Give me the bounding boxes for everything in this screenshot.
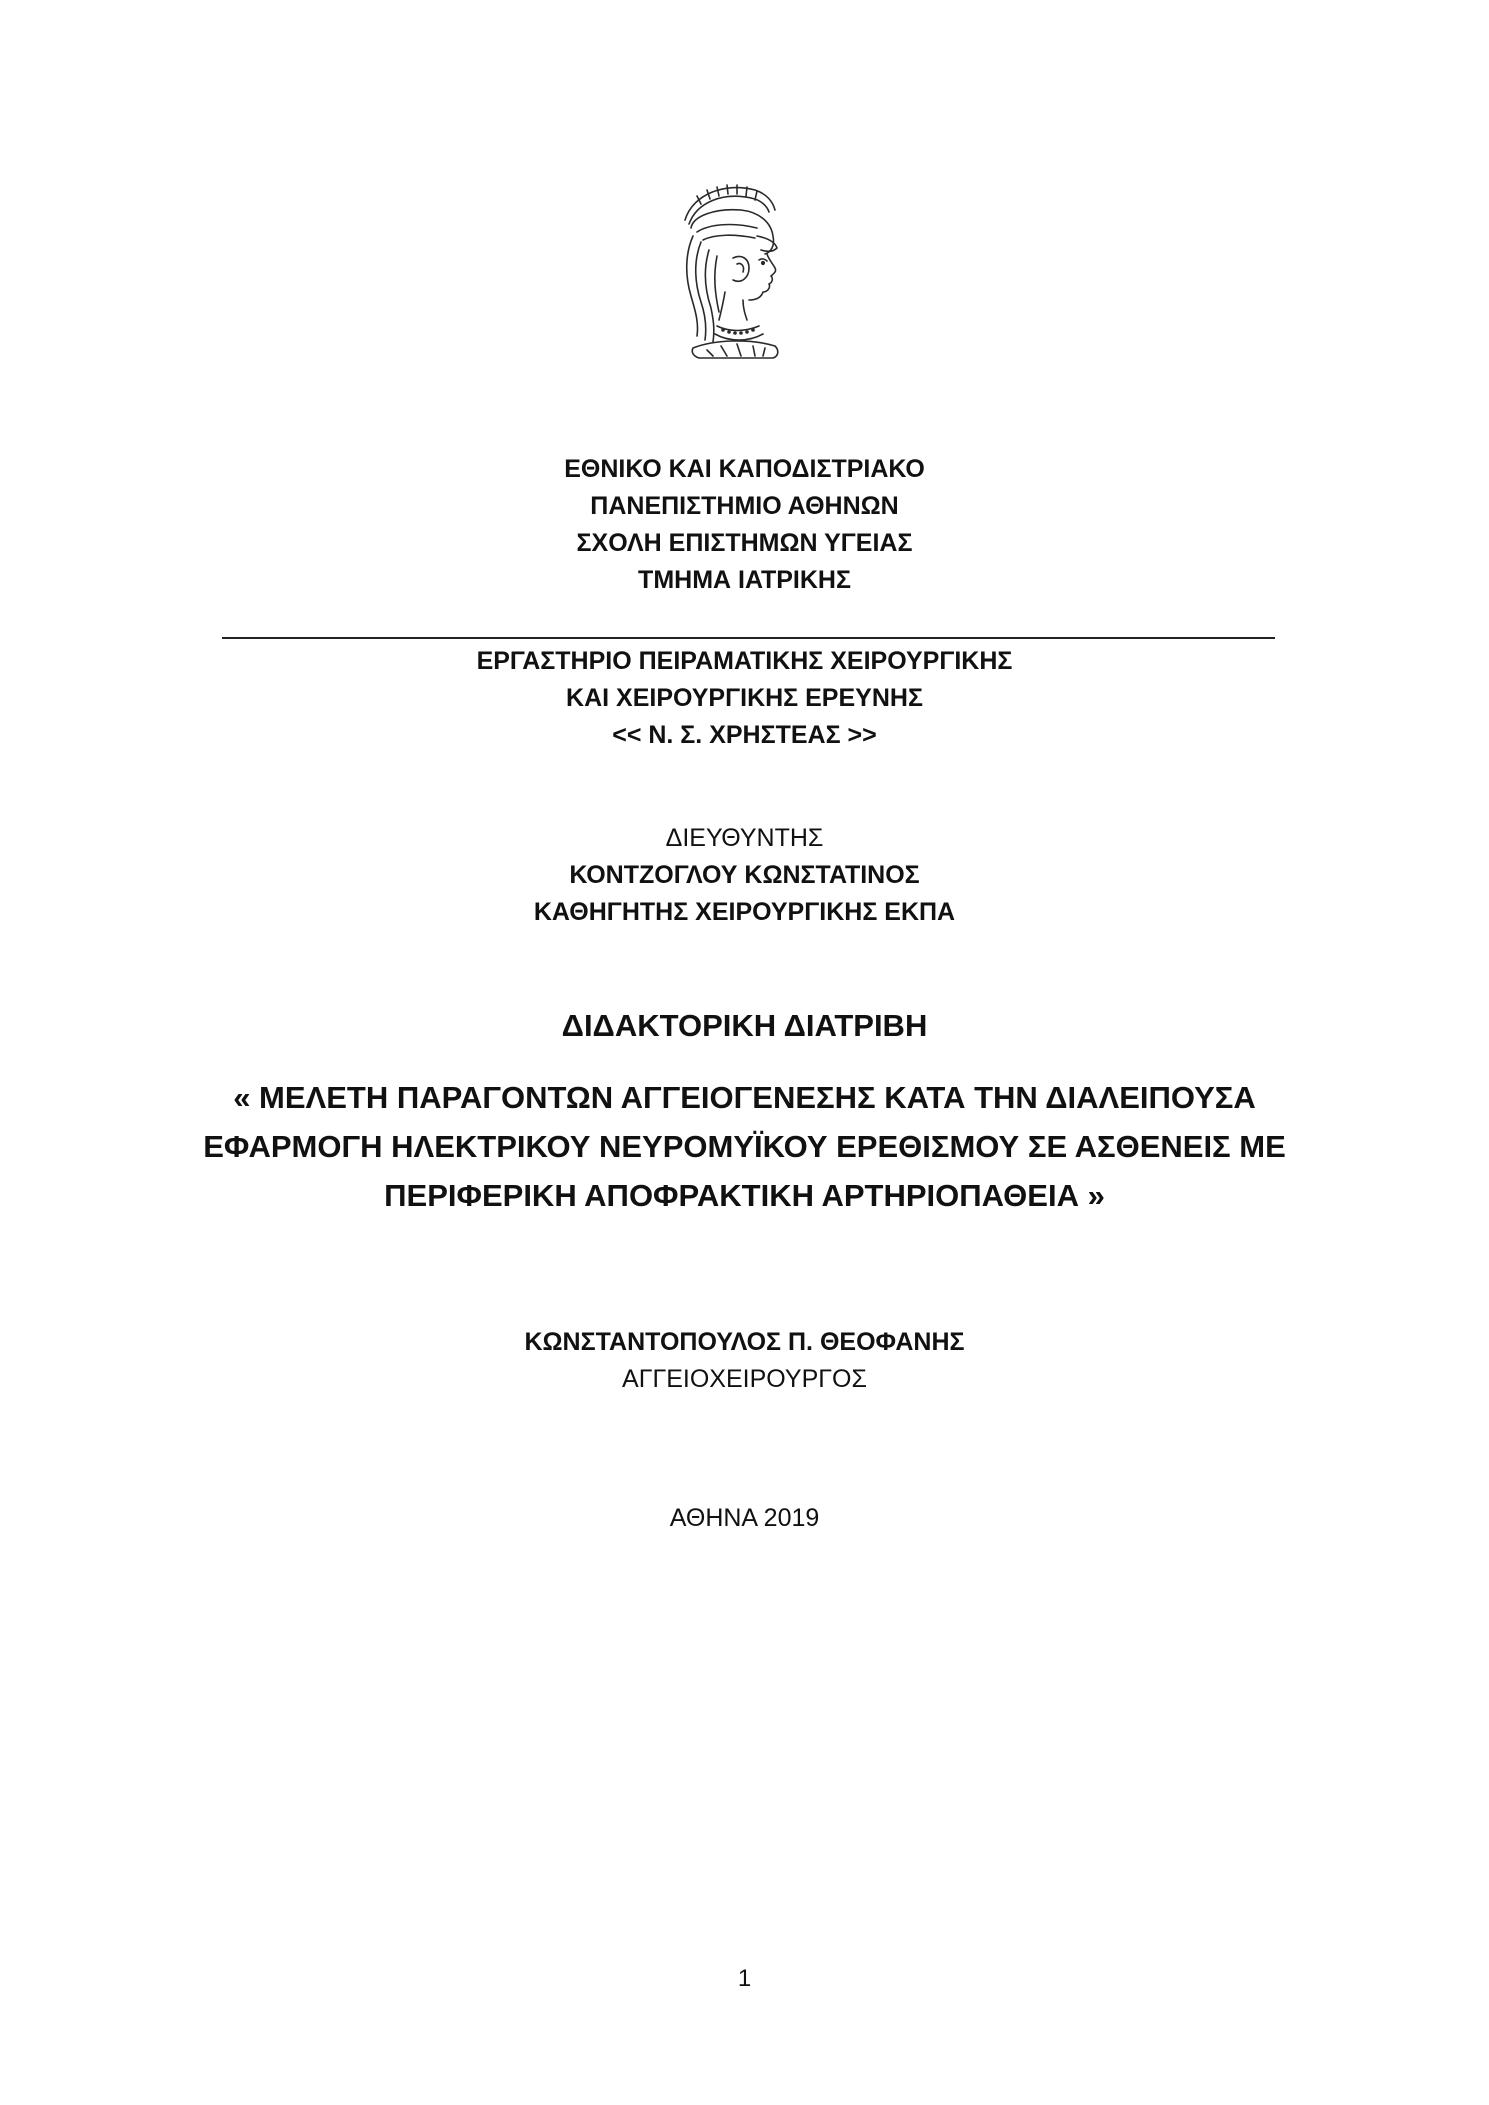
laboratory-eponym: << Ν. Σ. ΧΡΗΣΤΕΑΣ >> (612, 721, 877, 749)
director-block (0, 820, 1489, 931)
athena-helmet-emblem-icon (663, 180, 795, 360)
thesis-type-block (0, 1003, 1489, 1049)
place-year-block (0, 1500, 1489, 1537)
laboratory-block (0, 643, 1489, 754)
thesis-type: ΔΙΔΑΚΤΟΡΙΚΗ ΔΙΑΤΡΙΒΗ (561, 1008, 928, 1043)
university-header (0, 451, 1489, 599)
director-position: ΚΑΘΗΓΗΤΗΣ ΧΕΙΡΟΥΡΓΙΚΗΣ ΕΚΠΑ (533, 898, 956, 926)
university-name-line-1: ΕΘΝΙΚΟ ΚΑΙ ΚΑΠΟΔΙΣΤΡΙΑΚΟ (564, 455, 925, 483)
laboratory-name-line-2: ΚΑΙ ΧΕΙΡΟΥΡΓΙΚΗΣ ΕΡΕΥΝΗΣ (566, 684, 923, 712)
author-name: ΚΩΝΣΤΑΝΤΟΠΟΥΛΟΣ Π. ΘΕΟΦΑΝΗΣ (524, 1328, 965, 1356)
place-year: ΑΘΗΝΑ 2019 (669, 1504, 820, 1532)
laboratory-name-line-1: ΕΡΓΑΣΤΗΡΙΟ ΠΕΙΡΑΜΑΤΙΚΗΣ ΧΕΙΡΟΥΡΓΙΚΗΣ (476, 647, 1013, 675)
author-profession: ΑΓΓΕΙΟΧΕΙΡΟΥΡΓΟΣ (622, 1365, 867, 1393)
department-name: ΤΜΗΜΑ ΙΑΤΡΙΚΗΣ (638, 566, 851, 594)
university-name-line-2: ΠΑΝΕΠΙΣΤΗΜΙΟ ΑΘΗΝΩΝ (590, 492, 899, 520)
author-block (0, 1324, 1489, 1398)
thesis-title-line-2: ΕΦΑΡΜΟΓΗ ΗΛΕΚΤΡΙΚΟΥ ΝΕΥΡΟΜΥΪΚΟΥ ΕΡΕΘΙΣΜΟΥ ΣΕ ΑΣΘΕΝΕΙΣ ΜΕ (203, 1129, 1286, 1164)
school-name: ΣΧΟΛΗ ΕΠΙΣΤΗΜΩΝ ΥΓΕΙΑΣ (576, 529, 913, 557)
header-divider (222, 637, 1275, 639)
thesis-title (0, 1073, 1489, 1220)
thesis-title-line-3: ΠΕΡΙΦΕΡΙΚΗ ΑΠΟΦΡΑΚΤΙΚΗ ΑΡΤΗΡΙΟΠΑΘΕΙΑ » (384, 1178, 1105, 1213)
page-number: 1 (737, 1965, 752, 1992)
director-name: ΚΟΝΤΖΟΓΛΟΥ ΚΩΝΣΤΑΤΙΝΟΣ (569, 861, 920, 889)
thesis-title-line-1: « ΜΕΛΕΤΗ ΠΑΡΑΓΟΝΤΩΝ ΑΓΓΕΙΟΓΕΝΕΣΗΣ ΚΑΤΑ ΤΗΝ ΔΙΑΛΕΙΠΟΥΣΑ (233, 1080, 1256, 1115)
director-label: ΔΙΕΥΘΥΝΤΗΣ (665, 824, 824, 852)
